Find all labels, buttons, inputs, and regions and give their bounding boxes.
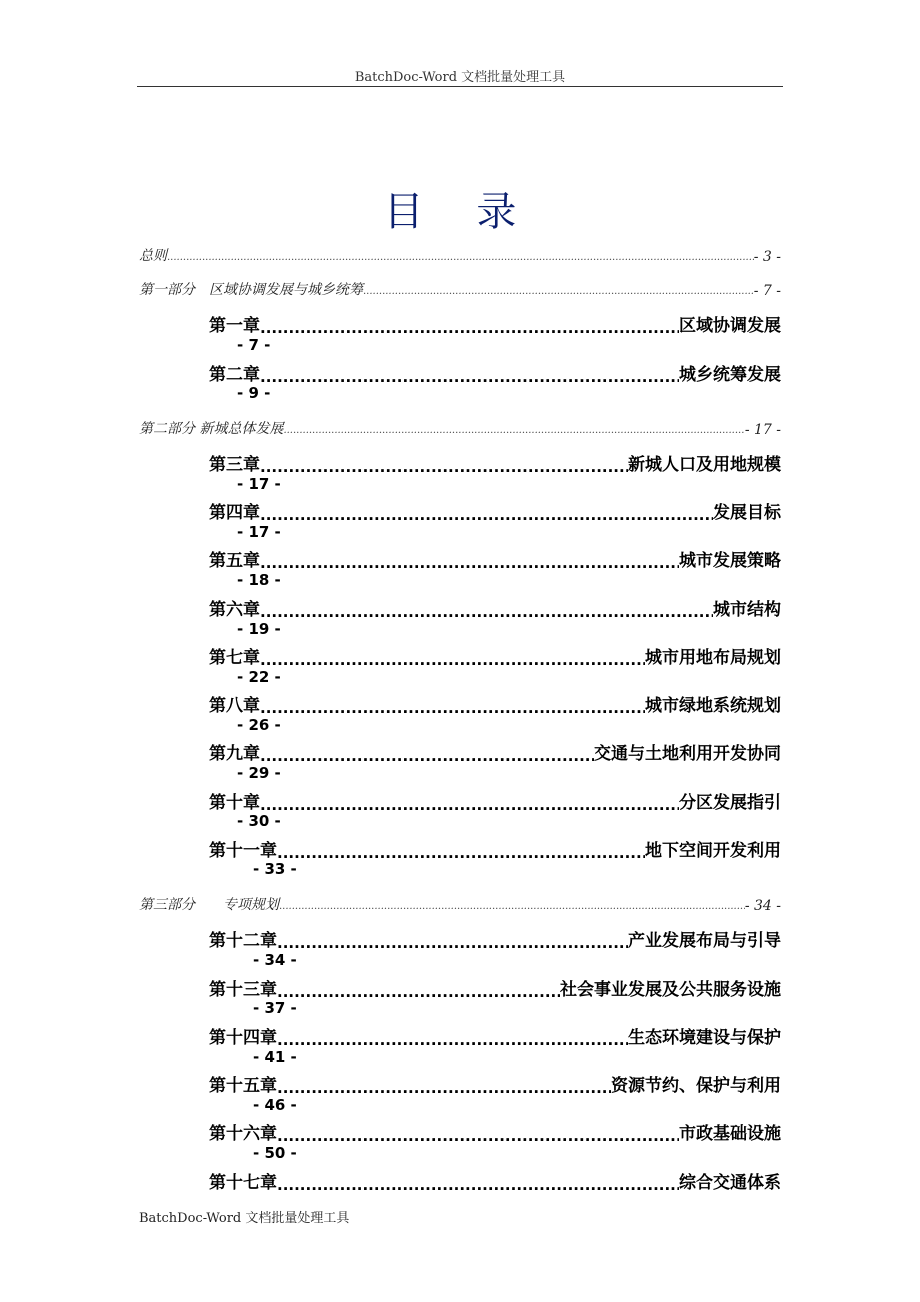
toc-chapter-title: 发展目标 — [713, 503, 781, 523]
toc-chapter-page: - 33 - — [253, 860, 297, 878]
toc-leader-dots — [277, 935, 628, 951]
toc-entry-ch2[interactable] — [209, 360, 781, 385]
toc-chapter-page: - 29 - — [237, 764, 281, 782]
toc-leader-dots — [260, 700, 645, 716]
toc-chapter-page: - 17 - — [237, 523, 281, 541]
toc-chapter-title: 城乡统筹发展 — [679, 365, 781, 385]
toc-entry-page: - 34 - — [744, 898, 781, 914]
toc-chapter-number: 第五章 — [209, 551, 260, 571]
toc-leader-dots — [260, 369, 679, 385]
toc-chapter-title: 生态环境建设与保护 — [628, 1028, 781, 1048]
toc-chapter-page: - 9 - — [237, 384, 271, 402]
toc-chapter-title: 城市结构 — [713, 600, 781, 620]
toc-chapter-page: - 46 - — [253, 1096, 297, 1114]
toc-chapter-number: 第十七章 — [209, 1173, 277, 1193]
toc-entry-ch17[interactable] — [209, 1168, 781, 1193]
toc-chapter-page: - 22 - — [237, 668, 281, 686]
toc-chapter-page: - 7 - — [237, 336, 271, 354]
toc-chapter-number: 第十三章 — [209, 980, 277, 1000]
toc-chapter-title: 产业发展布局与引导 — [628, 931, 781, 951]
toc-entry-label: 总则 — [139, 248, 167, 264]
toc-entry-part2[interactable] — [139, 418, 781, 438]
toc-entry-ch13[interactable] — [209, 975, 781, 1000]
toc-chapter-title: 地下空间开发利用 — [645, 841, 781, 861]
toc-chapter-page: - 18 - — [237, 571, 281, 589]
toc-leader-dots — [260, 652, 645, 668]
header-rule — [137, 86, 783, 87]
toc-entry-part3[interactable] — [139, 894, 781, 914]
toc-leader-dots — [260, 748, 594, 764]
toc-entry-ch7[interactable] — [209, 643, 781, 668]
toc-entry-ch8[interactable] — [209, 691, 781, 716]
toc-leader-dots — [260, 604, 713, 620]
toc-leader-dots — [363, 285, 754, 299]
toc-entry-ch9[interactable] — [209, 739, 781, 764]
toc-chapter-page: - 19 - — [237, 620, 281, 638]
toc-chapter-number: 第十二章 — [209, 931, 277, 951]
toc-chapter-number: 第十章 — [209, 793, 260, 813]
toc-chapter-page: - 37 - — [253, 999, 297, 1017]
toc-chapter-title: 区域协调发展 — [679, 316, 781, 336]
toc-chapter-page: - 41 - — [253, 1048, 297, 1066]
toc-leader-dots — [277, 1080, 611, 1096]
toc-leader-dots — [277, 1032, 628, 1048]
toc-chapter-title: 资源节约、保护与利用 — [611, 1076, 781, 1096]
toc-leader-dots — [279, 900, 745, 914]
toc-chapter-title: 社会事业发展及公共服务设施 — [560, 980, 781, 1000]
toc-leader-dots — [260, 555, 679, 571]
toc-entry-part1[interactable] — [139, 279, 781, 299]
toc-entry-page: - 7 - — [753, 283, 781, 299]
toc-entry-zongze[interactable] — [139, 245, 781, 265]
toc-entry-ch6[interactable] — [209, 595, 781, 620]
toc-chapter-page: - 30 - — [237, 812, 281, 830]
toc-chapter-number: 第十四章 — [209, 1028, 277, 1048]
toc-entry-ch4[interactable] — [209, 498, 781, 523]
toc-entry-ch16[interactable] — [209, 1119, 781, 1144]
toc-chapter-page: - 34 - — [253, 951, 297, 969]
toc-chapter-number: 第十五章 — [209, 1076, 277, 1096]
toc-chapter-number: 第十六章 — [209, 1124, 277, 1144]
toc-chapter-page: - 26 - — [237, 716, 281, 734]
toc-entry-ch10[interactable] — [209, 788, 781, 813]
toc-chapter-title: 新城人口及用地规模 — [628, 455, 781, 475]
toc-chapter-number: 第七章 — [209, 648, 260, 668]
toc-chapter-page: - 50 - — [253, 1144, 297, 1162]
toc-leader-dots — [260, 459, 628, 475]
toc-leader-dots — [260, 507, 713, 523]
toc-entry-ch1[interactable] — [209, 311, 781, 336]
toc-entry-label: 第二部分 新城总体发展 — [139, 421, 284, 437]
toc-chapter-number: 第六章 — [209, 600, 260, 620]
toc-entry-ch14[interactable] — [209, 1023, 781, 1048]
toc-leader-dots — [260, 320, 679, 336]
toc-entry-label: 第一部分 区域协调发展与城乡统筹 — [139, 282, 363, 298]
page-footer: BatchDoc-Word 文档批量处理工具 — [139, 1211, 350, 1226]
toc-title: 目 录 — [383, 189, 537, 235]
toc-chapter-title: 城市用地布局规划 — [645, 648, 781, 668]
toc-chapter-number: 第八章 — [209, 696, 260, 716]
toc-chapter-title: 城市发展策略 — [679, 551, 781, 571]
toc-chapter-title: 综合交通体系 — [679, 1173, 781, 1193]
page-header: BatchDoc-Word 文档批量处理工具 — [354, 70, 566, 85]
toc-entry-ch12[interactable] — [209, 926, 781, 951]
toc-entry-ch5[interactable] — [209, 546, 781, 571]
toc-chapter-title: 市政基础设施 — [679, 1124, 781, 1144]
toc-chapter-title: 交通与土地利用开发协同 — [594, 744, 781, 764]
toc-leader-dots — [277, 845, 645, 861]
toc-chapter-number: 第一章 — [209, 316, 260, 336]
toc-leader-dots — [283, 424, 744, 438]
toc-leader-dots — [277, 1128, 679, 1144]
toc-leader-dots — [277, 1177, 679, 1193]
toc-leader-dots — [277, 984, 560, 1000]
toc-chapter-number: 第九章 — [209, 744, 260, 764]
toc-chapter-title: 分区发展指引 — [679, 793, 781, 813]
toc-chapter-number: 第四章 — [209, 503, 260, 523]
toc-chapter-number: 第三章 — [209, 455, 260, 475]
toc-chapter-number: 第十一章 — [209, 841, 277, 861]
toc-chapter-page: - 17 - — [237, 475, 281, 493]
toc-entry-ch15[interactable] — [209, 1071, 781, 1096]
toc-entry-ch3[interactable] — [209, 450, 781, 475]
toc-entry-page: - 3 - — [753, 249, 781, 265]
toc-leader-dots — [260, 797, 679, 813]
toc-entry-label: 第三部分 专项规划 — [139, 897, 279, 913]
toc-leader-dots — [167, 251, 754, 265]
toc-entry-page: - 17 - — [744, 422, 781, 438]
toc-entry-ch11[interactable] — [209, 836, 781, 861]
toc-chapter-number: 第二章 — [209, 365, 260, 385]
toc-chapter-title: 城市绿地系统规划 — [645, 696, 781, 716]
